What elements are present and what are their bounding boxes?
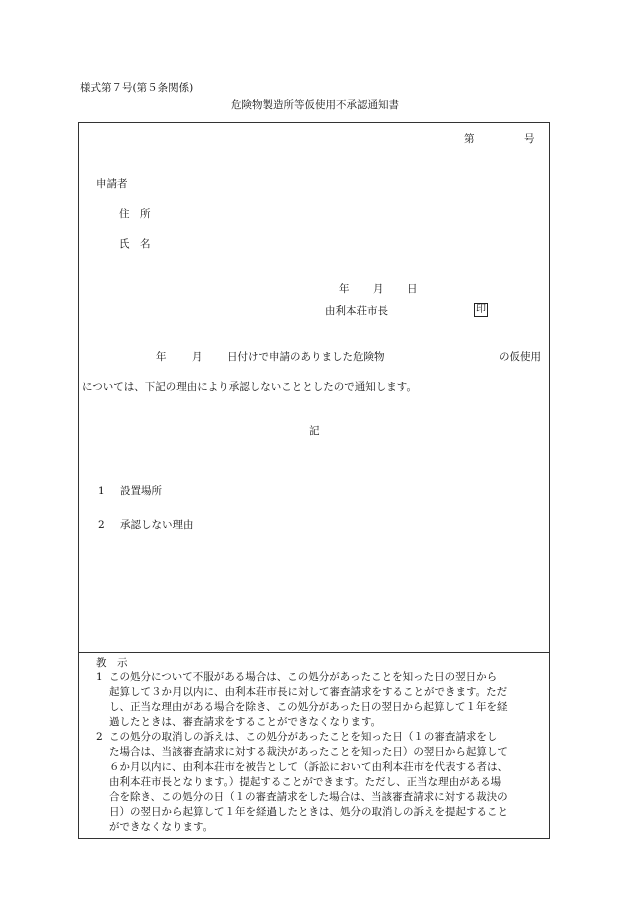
notice-item-1-line: 起算して３か月以内に、由利本荘市長に対して審査請求をすることができます。ただ bbox=[109, 686, 508, 698]
number-label-dai: 第 bbox=[464, 133, 475, 145]
body-year-label: 年 bbox=[156, 351, 167, 363]
form-number-label: 様式第７号(第５条関係) bbox=[80, 82, 194, 94]
notice-item-2-line: た場合は、当該審査請求に対する裁決があったことを知った日）の翌日から起算して bbox=[109, 746, 508, 758]
notice-item-2-line: 日）の翌日から起算して１年を経過したときは、処分の取消しの訴えを提起すること bbox=[109, 806, 508, 818]
seal-mark: 印 bbox=[476, 304, 486, 315]
applicant-label: 申請者 bbox=[96, 178, 128, 190]
item-1-label: 設置場所 bbox=[120, 485, 162, 497]
name-label: 氏 名 bbox=[119, 238, 151, 250]
notice-item-2-text bbox=[109, 730, 548, 835]
notice-item-1-line: 過したときは、審査請求をすることができなくなります。 bbox=[109, 716, 382, 728]
notice-item-1-text bbox=[109, 670, 548, 730]
item-2-label: 承認しない理由 bbox=[120, 519, 194, 531]
notice-item-1-line: し、正当な理由がある場合を除き、この処分があった日の翌日から起算して１年を経 bbox=[109, 701, 508, 713]
document-title: 危険物製造所等仮使用不承認通知書 bbox=[231, 99, 399, 111]
body-line-2: については、下記の理由により承認しないこととしたので通知します。 bbox=[82, 381, 417, 393]
body-month-label: 月 bbox=[192, 351, 203, 363]
number-label-go: 号 bbox=[524, 133, 535, 145]
notice-item-1-number: 1 bbox=[96, 671, 103, 683]
notice-item-2-number: 2 bbox=[96, 731, 103, 743]
item-1-number: 1 bbox=[98, 485, 105, 497]
notice-item-2-line: ができなくなります。 bbox=[109, 821, 214, 833]
notice-item-2-line: この処分の取消しの訴えは、この処分があったことを知った日（１の審査請求をし bbox=[109, 731, 498, 743]
issuer-name: 由利本荘市長 bbox=[325, 305, 388, 317]
notice-item-2-line: 由利本荘市長となります。）提起することができます。ただし、正当な理由がある場 bbox=[109, 776, 502, 788]
notice-divider bbox=[78, 652, 550, 653]
date-year-label: 年 bbox=[339, 283, 350, 295]
address-label: 住 所 bbox=[119, 208, 151, 220]
body-suffix-text: の仮使用 bbox=[499, 351, 541, 363]
notice-item-2-line: ６か月以内に、由利本荘市を被告として（訴訟において由利本荘市を代表する者は、 bbox=[109, 761, 508, 773]
item-2-number: 2 bbox=[98, 519, 105, 531]
date-month-label: 月 bbox=[373, 283, 384, 295]
body-date-text: 日付けで申請のありました危険物 bbox=[227, 351, 385, 363]
notice-item-1-line: この処分について不服がある場合は、この処分があったことを知った日の翌日から bbox=[109, 671, 498, 683]
ki-label: 記 bbox=[309, 425, 320, 437]
notice-item-2-line: 合を除き、この処分の日（１の審査請求をした場合は、当該審査請求に対する裁決の bbox=[109, 791, 508, 803]
notice-heading: 教 示 bbox=[96, 657, 128, 669]
date-day-label: 日 bbox=[407, 283, 418, 295]
